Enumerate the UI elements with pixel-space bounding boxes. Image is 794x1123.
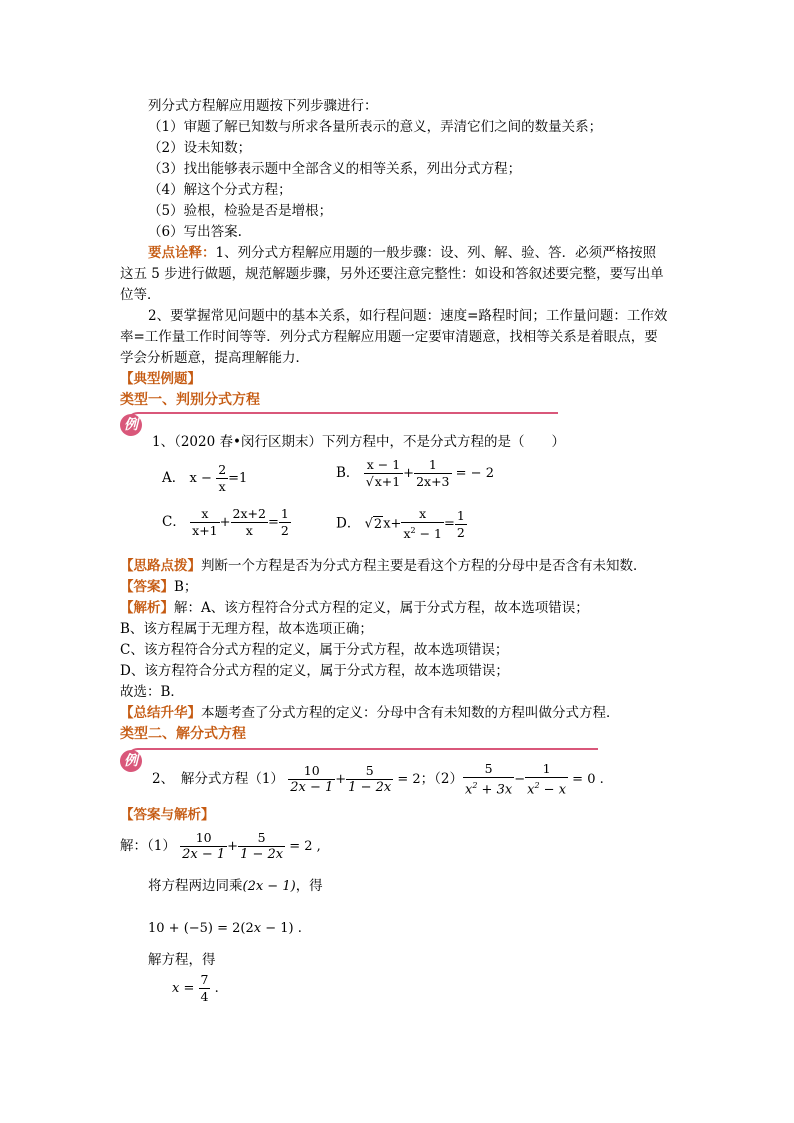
- step-2: （2）设未知数；: [148, 140, 252, 156]
- step-4: （4）解这个分式方程；: [148, 182, 292, 198]
- q1-stem: 1、（2020 春•闵行区期末）下列方程中，不是分式方程的是（ ）: [152, 434, 565, 450]
- step-5: （5）验根，检验是否是增根；: [148, 203, 333, 219]
- keypoints-label: 要点诠释：: [148, 245, 216, 261]
- summary: 【总结升华】本题考查了分式方程的定义：分母中含有未知数的方程叫做分式方程．: [120, 705, 620, 721]
- answer-analysis-heading: 【答案与解析】: [120, 807, 215, 823]
- analysis-line-4: D、该方程符合分式方程的定义，属于分式方程，故本选项错误；: [120, 663, 509, 679]
- keypoints-line-5: 率=工作量工作时间等等．列分式方程解应用题一定要审清题意，找相等关系是着眼点，要: [120, 329, 658, 345]
- analysis-line-5: 故选：B．: [120, 684, 184, 700]
- keypoints-line-1: 要点诠释：1、列分式方程解应用题的一般步骤：设、列、解、验、答．必须严格按照: [148, 245, 657, 261]
- solution-start: 解：（1） $\frac{10}{2x - 1}$ + $\frac{5}{1 - 2x}$ = 2 ,: [120, 830, 321, 862]
- analysis-line-2: B、该方程属于无理方程，故本选项正确；: [120, 621, 373, 637]
- option-d: D． √2x+ $\frac{x}{x^2 - 1}$ = $\frac{1}{2}$: [336, 506, 465, 542]
- keypoints-line-4: 2、要掌握常见问题中的基本关系，如行程问题：速度=路程时间；工作量问题：工作效: [148, 308, 668, 324]
- type2-title: 类型二、解分式方程: [120, 726, 246, 742]
- solution-step-2: 解方程，得: [148, 952, 216, 968]
- analysis-line-3: C、该方程符合分式方程的定义，属于分式方程，故本选项错误；: [120, 642, 509, 658]
- type1-title: 类型一、判别分式方程: [120, 392, 260, 408]
- hint: 【思路点拨】判断一个方程是否为分式方程主要是看这个方程的分母中是否含有未知数．: [120, 558, 647, 574]
- solution-equation: 10 + (−5) = 2(2x − 1) .: [148, 921, 302, 936]
- example-badge-2: 例: [120, 750, 142, 772]
- typical-examples-heading: 【典型例题】: [120, 371, 201, 387]
- analysis-line-1: 【解析】解：A、该方程符合分式方程的定义，属于分式方程，故本选项错误；: [120, 600, 589, 616]
- step-6: （6）写出答案.: [148, 224, 242, 240]
- option-a: A． x − $\frac{2}{x}$ =1: [162, 462, 248, 494]
- solution-step-1: 将方程两边同乘(2x − 1)，得: [148, 878, 323, 894]
- answer: 【答案】B；: [120, 579, 198, 595]
- example-badge-1: 例: [120, 414, 142, 436]
- option-b: B． $\frac{x - 1}{√x+1}$ + $\frac{1}{2x+3}$ = − 2: [336, 457, 494, 489]
- solution-result: x = $\frac{7}{4}$ .: [172, 972, 219, 1004]
- keypoints-line-3: 位等．: [120, 287, 161, 303]
- example-frame-1: [126, 412, 558, 434]
- q2: 2、 解分式方程（1） $\frac{10}{2x - 1}$ + $\frac{5}{1 - 2x}$ = 2；（2） $\frac{5}{x^2 + 3x}$ − $\frac{1}{x^2 - x}$ = 0 .: [152, 761, 604, 798]
- keypoints-line-2: 这五 5 步进行做题，规范解题步骤，另外还要注意完整性：如设和答叙述要完整，要写出单: [120, 266, 664, 282]
- keypoints-line-6: 学会分析题意，提高理解能力．: [120, 350, 309, 366]
- step-3: （3）找出能够表示题中全部含义的相等关系，列出分式方程；: [148, 161, 522, 177]
- option-c: C． $\frac{x}{x+1}$ + $\frac{2x+2}{x}$ = $\frac{1}{2}$: [162, 506, 289, 538]
- intro-lead: 列分式方程解应用题按下列步骤进行：: [148, 98, 378, 114]
- step-1: （1）审题了解已知数与所求各量所表示的意义，弄清它们之间的数量关系；: [148, 119, 603, 135]
